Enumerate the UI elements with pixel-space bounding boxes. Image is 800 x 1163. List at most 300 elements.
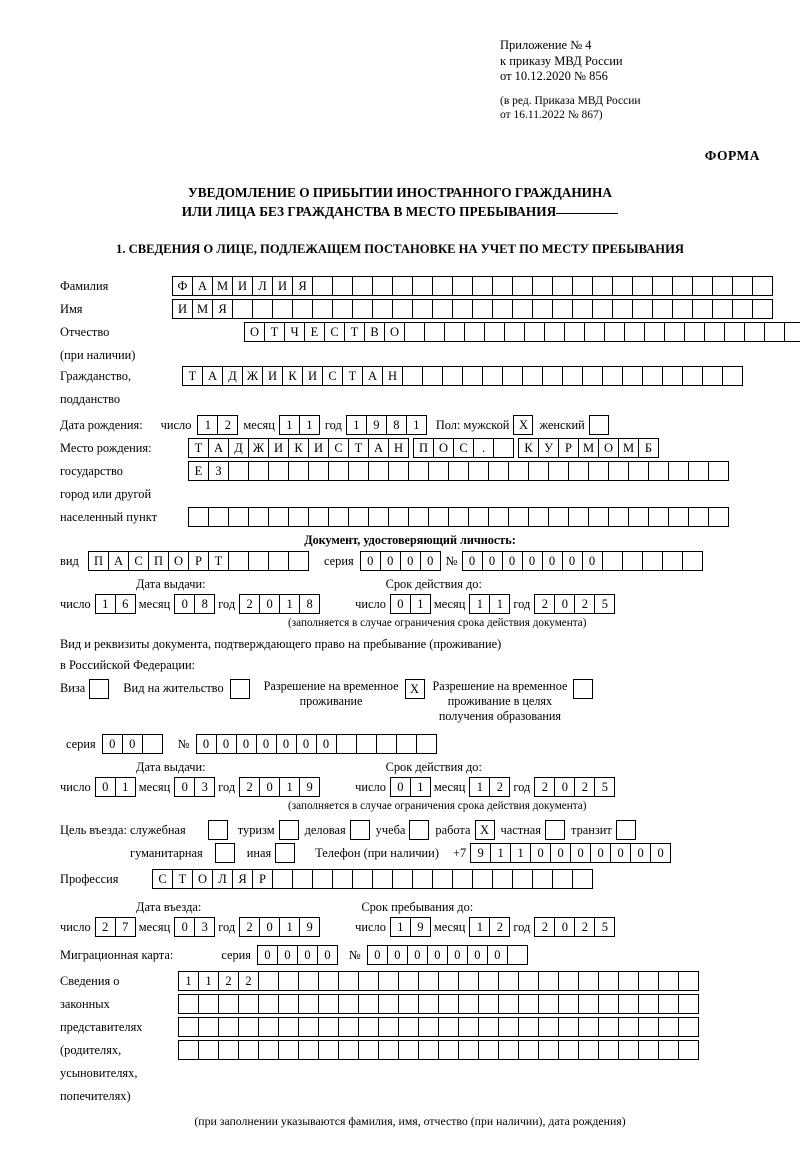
char-cell[interactable]: И: [262, 366, 283, 386]
char-cell[interactable]: [648, 507, 669, 527]
char-cell[interactable]: 0: [277, 945, 298, 965]
char-cell[interactable]: [388, 507, 409, 527]
char-cell[interactable]: [572, 299, 593, 319]
char-cell[interactable]: [558, 994, 579, 1014]
legal-rep-cells-3[interactable]: [178, 1017, 698, 1037]
char-cell[interactable]: [752, 276, 773, 296]
char-cell[interactable]: 9: [366, 415, 387, 435]
char-cell[interactable]: [493, 438, 514, 458]
char-cell[interactable]: [638, 1040, 659, 1060]
char-cell[interactable]: [582, 366, 603, 386]
birth-year-cells[interactable]: [346, 415, 426, 435]
char-cell[interactable]: [618, 1017, 639, 1037]
char-cell[interactable]: [712, 299, 733, 319]
char-cell[interactable]: [664, 322, 685, 342]
char-cell[interactable]: [428, 461, 449, 481]
char-cell[interactable]: 1: [469, 594, 490, 614]
char-cell[interactable]: 6: [115, 594, 136, 614]
char-cell[interactable]: [352, 299, 373, 319]
char-cell[interactable]: [218, 1017, 239, 1037]
char-cell[interactable]: [492, 299, 513, 319]
char-cell[interactable]: Д: [228, 438, 249, 458]
char-cell[interactable]: [298, 1017, 319, 1037]
char-cell[interactable]: [298, 971, 319, 991]
char-cell[interactable]: [268, 551, 289, 571]
char-cell[interactable]: [498, 1040, 519, 1060]
doc-issue-year-cells[interactable]: [239, 594, 319, 614]
char-cell[interactable]: 0: [259, 594, 280, 614]
char-cell[interactable]: 0: [447, 945, 468, 965]
char-cell[interactable]: 0: [427, 945, 448, 965]
char-cell[interactable]: [544, 322, 565, 342]
char-cell[interactable]: [312, 299, 333, 319]
char-cell[interactable]: 8: [299, 594, 320, 614]
char-cell[interactable]: 0: [257, 945, 278, 965]
char-cell[interactable]: [318, 971, 339, 991]
char-cell[interactable]: [692, 276, 713, 296]
char-cell[interactable]: [624, 322, 645, 342]
char-cell[interactable]: [238, 1040, 259, 1060]
char-cell[interactable]: 2: [239, 917, 260, 937]
char-cell[interactable]: [478, 994, 499, 1014]
char-cell[interactable]: 0: [554, 777, 575, 797]
char-cell[interactable]: Т: [208, 551, 229, 571]
char-cell[interactable]: 0: [102, 734, 123, 754]
char-cell[interactable]: [588, 461, 609, 481]
char-cell[interactable]: [398, 1040, 419, 1060]
char-cell[interactable]: 0: [400, 551, 421, 571]
char-cell[interactable]: [464, 322, 485, 342]
char-cell[interactable]: 2: [239, 777, 260, 797]
char-cell[interactable]: [472, 276, 493, 296]
char-cell[interactable]: [318, 994, 339, 1014]
char-cell[interactable]: Т: [342, 366, 363, 386]
char-cell[interactable]: Л: [252, 276, 273, 296]
char-cell[interactable]: [608, 461, 629, 481]
char-cell[interactable]: Н: [388, 438, 409, 458]
char-cell[interactable]: [448, 461, 469, 481]
char-cell[interactable]: 0: [174, 917, 195, 937]
char-cell[interactable]: [512, 276, 533, 296]
char-cell[interactable]: [452, 276, 473, 296]
char-cell[interactable]: [268, 507, 289, 527]
char-cell[interactable]: [518, 1040, 539, 1060]
char-cell[interactable]: [732, 276, 753, 296]
entry-month-cells[interactable]: [174, 917, 214, 937]
permit-issue-day-cells[interactable]: [95, 777, 135, 797]
char-cell[interactable]: [538, 1017, 559, 1037]
phone-cells[interactable]: [470, 843, 670, 863]
char-cell[interactable]: П: [413, 438, 434, 458]
char-cell[interactable]: 0: [390, 594, 411, 614]
char-cell[interactable]: [632, 299, 653, 319]
char-cell[interactable]: 1: [510, 843, 531, 863]
char-cell[interactable]: С: [324, 322, 345, 342]
char-cell[interactable]: 2: [534, 594, 555, 614]
char-cell[interactable]: [598, 994, 619, 1014]
char-cell[interactable]: Л: [212, 869, 233, 889]
char-cell[interactable]: [232, 299, 253, 319]
char-cell[interactable]: 0: [196, 734, 217, 754]
char-cell[interactable]: 1: [469, 917, 490, 937]
birthplace-state-cells[interactable]: [188, 438, 408, 458]
legal-rep-cells-2[interactable]: [178, 994, 698, 1014]
char-cell[interactable]: 0: [276, 734, 297, 754]
char-cell[interactable]: И: [302, 366, 323, 386]
char-cell[interactable]: [478, 971, 499, 991]
purpose-transit-checkbox[interactable]: [616, 820, 636, 840]
char-cell[interactable]: 1: [490, 843, 511, 863]
char-cell[interactable]: [538, 1040, 559, 1060]
char-cell[interactable]: М: [212, 276, 233, 296]
char-cell[interactable]: [462, 366, 483, 386]
char-cell[interactable]: А: [208, 438, 229, 458]
char-cell[interactable]: Е: [304, 322, 325, 342]
char-cell[interactable]: [672, 299, 693, 319]
char-cell[interactable]: [498, 971, 519, 991]
char-cell[interactable]: [422, 366, 443, 386]
char-cell[interactable]: [732, 299, 753, 319]
char-cell[interactable]: [724, 322, 745, 342]
char-cell[interactable]: 9: [299, 917, 320, 937]
char-cell[interactable]: [558, 1017, 579, 1037]
char-cell[interactable]: [412, 276, 433, 296]
char-cell[interactable]: [548, 461, 569, 481]
char-cell[interactable]: Р: [252, 869, 273, 889]
char-cell[interactable]: [532, 276, 553, 296]
char-cell[interactable]: [684, 322, 705, 342]
char-cell[interactable]: [358, 994, 379, 1014]
char-cell[interactable]: [358, 1017, 379, 1037]
char-cell[interactable]: [708, 507, 729, 527]
char-cell[interactable]: [416, 734, 437, 754]
char-cell[interactable]: [368, 461, 389, 481]
char-cell[interactable]: [378, 1017, 399, 1037]
char-cell[interactable]: 0: [467, 945, 488, 965]
char-cell[interactable]: [452, 299, 473, 319]
char-cell[interactable]: К: [282, 366, 303, 386]
purpose-official-checkbox[interactable]: [208, 820, 228, 840]
char-cell[interactable]: 0: [317, 945, 338, 965]
char-cell[interactable]: [584, 322, 605, 342]
char-cell[interactable]: [518, 994, 539, 1014]
char-cell[interactable]: [528, 461, 549, 481]
char-cell[interactable]: [458, 971, 479, 991]
char-cell[interactable]: 0: [562, 551, 583, 571]
char-cell[interactable]: 5: [594, 917, 615, 937]
char-cell[interactable]: 0: [610, 843, 631, 863]
char-cell[interactable]: [372, 276, 393, 296]
birthplace-city2-cells[interactable]: [518, 438, 658, 458]
char-cell[interactable]: [278, 1017, 299, 1037]
char-cell[interactable]: [288, 551, 309, 571]
char-cell[interactable]: А: [362, 366, 383, 386]
char-cell[interactable]: 1: [279, 917, 300, 937]
permit-issue-month-cells[interactable]: [174, 777, 214, 797]
char-cell[interactable]: Р: [188, 551, 209, 571]
char-cell[interactable]: [602, 366, 623, 386]
char-cell[interactable]: [568, 461, 589, 481]
char-cell[interactable]: [638, 994, 659, 1014]
char-cell[interactable]: 0: [582, 551, 603, 571]
sex-female-checkbox[interactable]: [589, 415, 609, 435]
char-cell[interactable]: [238, 1017, 259, 1037]
char-cell[interactable]: [338, 1040, 359, 1060]
char-cell[interactable]: [248, 461, 269, 481]
char-cell[interactable]: [552, 869, 573, 889]
char-cell[interactable]: О: [192, 869, 213, 889]
purpose-business-checkbox[interactable]: [350, 820, 370, 840]
char-cell[interactable]: [352, 276, 373, 296]
char-cell[interactable]: 0: [387, 945, 408, 965]
char-cell[interactable]: [602, 551, 623, 571]
char-cell[interactable]: [198, 994, 219, 1014]
char-cell[interactable]: 2: [489, 777, 510, 797]
char-cell[interactable]: [702, 366, 723, 386]
purpose-humanitarian-checkbox[interactable]: [215, 843, 235, 863]
char-cell[interactable]: [408, 507, 429, 527]
char-cell[interactable]: 0: [367, 945, 388, 965]
char-cell[interactable]: [642, 366, 663, 386]
char-cell[interactable]: 0: [316, 734, 337, 754]
char-cell[interactable]: [338, 994, 359, 1014]
char-cell[interactable]: Т: [172, 869, 193, 889]
char-cell[interactable]: [628, 507, 649, 527]
char-cell[interactable]: К: [518, 438, 539, 458]
char-cell[interactable]: 0: [554, 917, 575, 937]
entry-day-cells[interactable]: [95, 917, 135, 937]
char-cell[interactable]: [418, 994, 439, 1014]
char-cell[interactable]: [378, 1040, 399, 1060]
char-cell[interactable]: [396, 734, 417, 754]
char-cell[interactable]: [468, 461, 489, 481]
char-cell[interactable]: 0: [554, 594, 575, 614]
char-cell[interactable]: Р: [558, 438, 579, 458]
char-cell[interactable]: 0: [420, 551, 441, 571]
char-cell[interactable]: 0: [259, 777, 280, 797]
char-cell[interactable]: [258, 994, 279, 1014]
legal-rep-cells-4[interactable]: [178, 1040, 698, 1060]
char-cell[interactable]: [608, 507, 629, 527]
char-cell[interactable]: [178, 1040, 199, 1060]
char-cell[interactable]: В: [364, 322, 385, 342]
char-cell[interactable]: 8: [386, 415, 407, 435]
char-cell[interactable]: 7: [115, 917, 136, 937]
char-cell[interactable]: [258, 971, 279, 991]
char-cell[interactable]: С: [453, 438, 474, 458]
char-cell[interactable]: [662, 551, 683, 571]
char-cell[interactable]: 0: [650, 843, 671, 863]
char-cell[interactable]: 0: [462, 551, 483, 571]
char-cell[interactable]: [428, 507, 449, 527]
char-cell[interactable]: Т: [344, 322, 365, 342]
char-cell[interactable]: Я: [212, 299, 233, 319]
char-cell[interactable]: [498, 1017, 519, 1037]
char-cell[interactable]: 3: [194, 777, 215, 797]
purpose-private-checkbox[interactable]: [545, 820, 565, 840]
char-cell[interactable]: [722, 366, 743, 386]
char-cell[interactable]: [348, 507, 369, 527]
char-cell[interactable]: [592, 299, 613, 319]
char-cell[interactable]: [208, 507, 229, 527]
char-cell[interactable]: [592, 276, 613, 296]
char-cell[interactable]: [518, 1017, 539, 1037]
char-cell[interactable]: 9: [410, 917, 431, 937]
name-cells[interactable]: [172, 299, 772, 319]
visa-checkbox[interactable]: [89, 679, 109, 699]
stay-day-cells[interactable]: [390, 917, 430, 937]
char-cell[interactable]: [552, 299, 573, 319]
char-cell[interactable]: [572, 276, 593, 296]
char-cell[interactable]: [662, 366, 683, 386]
char-cell[interactable]: [268, 461, 289, 481]
char-cell[interactable]: [784, 322, 800, 342]
char-cell[interactable]: [278, 994, 299, 1014]
char-cell[interactable]: [558, 1040, 579, 1060]
char-cell[interactable]: Ф: [172, 276, 193, 296]
char-cell[interactable]: [442, 366, 463, 386]
char-cell[interactable]: [622, 366, 643, 386]
char-cell[interactable]: [308, 461, 329, 481]
entry-year-cells[interactable]: [239, 917, 319, 937]
char-cell[interactable]: [272, 299, 293, 319]
char-cell[interactable]: 0: [487, 945, 508, 965]
permit-valid-day-cells[interactable]: [390, 777, 430, 797]
char-cell[interactable]: [458, 1040, 479, 1060]
char-cell[interactable]: [568, 507, 589, 527]
char-cell[interactable]: [402, 366, 423, 386]
char-cell[interactable]: [508, 507, 529, 527]
char-cell[interactable]: [452, 869, 473, 889]
char-cell[interactable]: 2: [238, 971, 259, 991]
char-cell[interactable]: [508, 461, 529, 481]
char-cell[interactable]: О: [598, 438, 619, 458]
char-cell[interactable]: Т: [182, 366, 203, 386]
char-cell[interactable]: 0: [174, 777, 195, 797]
char-cell[interactable]: [572, 869, 593, 889]
char-cell[interactable]: [472, 869, 493, 889]
mig-number-cells[interactable]: [367, 945, 527, 965]
char-cell[interactable]: [258, 1040, 279, 1060]
char-cell[interactable]: [678, 994, 699, 1014]
char-cell[interactable]: [238, 994, 259, 1014]
char-cell[interactable]: [418, 1040, 439, 1060]
char-cell[interactable]: 1: [178, 971, 199, 991]
char-cell[interactable]: [658, 1017, 679, 1037]
char-cell[interactable]: [292, 869, 313, 889]
mig-series-cells[interactable]: [257, 945, 337, 965]
char-cell[interactable]: [218, 1040, 239, 1060]
char-cell[interactable]: Ч: [284, 322, 305, 342]
char-cell[interactable]: [404, 322, 425, 342]
char-cell[interactable]: [432, 276, 453, 296]
char-cell[interactable]: [278, 1040, 299, 1060]
birthplace-city3-cells[interactable]: [188, 461, 728, 481]
char-cell[interactable]: [218, 994, 239, 1014]
citizenship-cells[interactable]: [182, 366, 742, 386]
char-cell[interactable]: [312, 869, 333, 889]
birth-day-cells[interactable]: [197, 415, 237, 435]
stay-month-cells[interactable]: [469, 917, 509, 937]
char-cell[interactable]: 0: [390, 777, 411, 797]
char-cell[interactable]: [578, 1040, 599, 1060]
char-cell[interactable]: [622, 551, 643, 571]
char-cell[interactable]: [378, 994, 399, 1014]
char-cell[interactable]: Е: [188, 461, 209, 481]
char-cell[interactable]: 0: [407, 945, 428, 965]
doc-kind-cells[interactable]: [88, 551, 308, 571]
char-cell[interactable]: [332, 299, 353, 319]
char-cell[interactable]: [632, 276, 653, 296]
char-cell[interactable]: 0: [550, 843, 571, 863]
char-cell[interactable]: [328, 461, 349, 481]
char-cell[interactable]: [484, 322, 505, 342]
char-cell[interactable]: [418, 1017, 439, 1037]
char-cell[interactable]: [678, 1017, 699, 1037]
char-cell[interactable]: М: [618, 438, 639, 458]
char-cell[interactable]: [658, 994, 679, 1014]
char-cell[interactable]: И: [172, 299, 193, 319]
char-cell[interactable]: [668, 461, 689, 481]
char-cell[interactable]: [764, 322, 785, 342]
char-cell[interactable]: [352, 869, 373, 889]
char-cell[interactable]: [507, 945, 528, 965]
char-cell[interactable]: [504, 322, 525, 342]
stay-year-cells[interactable]: [534, 917, 614, 937]
char-cell[interactable]: [198, 1040, 219, 1060]
char-cell[interactable]: [248, 507, 269, 527]
char-cell[interactable]: [564, 322, 585, 342]
char-cell[interactable]: [548, 507, 569, 527]
char-cell[interactable]: [538, 971, 559, 991]
char-cell[interactable]: [412, 299, 433, 319]
char-cell[interactable]: [704, 322, 725, 342]
char-cell[interactable]: [492, 276, 513, 296]
char-cell[interactable]: И: [232, 276, 253, 296]
char-cell[interactable]: Ж: [248, 438, 269, 458]
char-cell[interactable]: 2: [218, 971, 239, 991]
char-cell[interactable]: [372, 299, 393, 319]
char-cell[interactable]: [292, 299, 313, 319]
char-cell[interactable]: [522, 366, 543, 386]
char-cell[interactable]: [408, 461, 429, 481]
char-cell[interactable]: [482, 366, 503, 386]
char-cell[interactable]: 2: [239, 594, 260, 614]
char-cell[interactable]: 0: [590, 843, 611, 863]
char-cell[interactable]: [692, 299, 713, 319]
char-cell[interactable]: 2: [95, 917, 116, 937]
char-cell[interactable]: 1: [198, 971, 219, 991]
char-cell[interactable]: [598, 1017, 619, 1037]
char-cell[interactable]: [432, 299, 453, 319]
char-cell[interactable]: З: [208, 461, 229, 481]
char-cell[interactable]: [258, 1017, 279, 1037]
char-cell[interactable]: 5: [594, 594, 615, 614]
char-cell[interactable]: 2: [489, 917, 510, 937]
char-cell[interactable]: 0: [360, 551, 381, 571]
char-cell[interactable]: 1: [197, 415, 218, 435]
char-cell[interactable]: 0: [482, 551, 503, 571]
char-cell[interactable]: 1: [279, 594, 300, 614]
char-cell[interactable]: [228, 551, 249, 571]
char-cell[interactable]: [752, 299, 773, 319]
char-cell[interactable]: [638, 1017, 659, 1037]
char-cell[interactable]: [424, 322, 445, 342]
purpose-work-checkbox[interactable]: X: [475, 820, 495, 840]
char-cell[interactable]: [438, 994, 459, 1014]
legal-rep-cells-1[interactable]: [178, 971, 698, 991]
doc-valid-year-cells[interactable]: [534, 594, 614, 614]
